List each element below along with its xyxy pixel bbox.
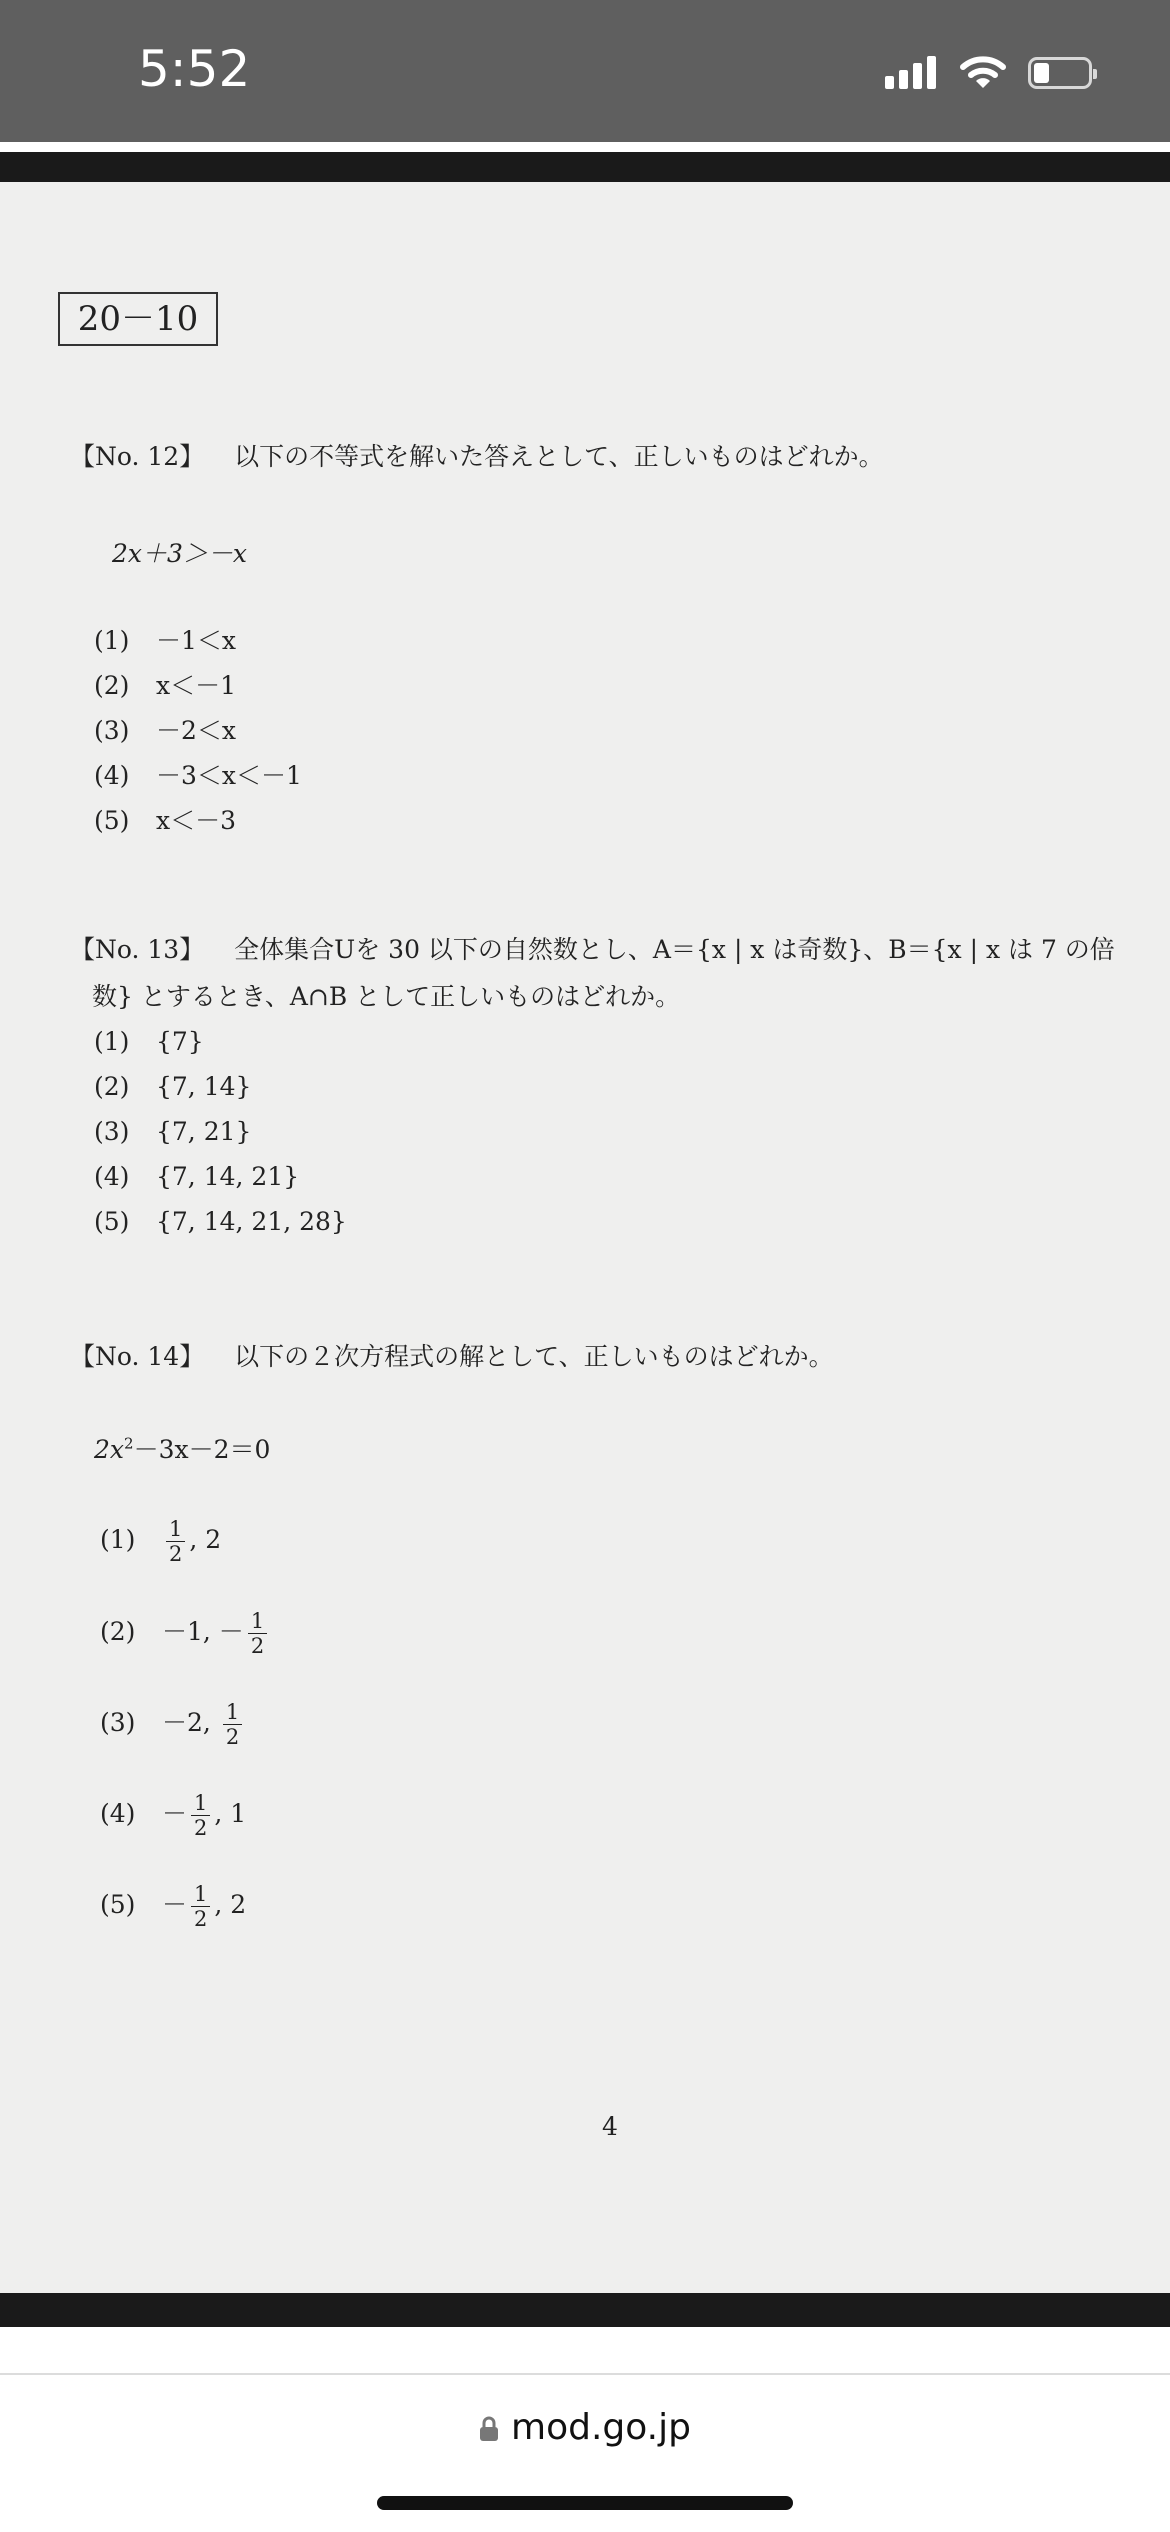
- question-number: 【No. 12】: [70, 442, 205, 471]
- option-row: (3) {7, 21}: [94, 1117, 252, 1146]
- question-number: 【No. 14】: [70, 1342, 205, 1371]
- battery-icon: [1028, 57, 1092, 89]
- section-label: 20－10: [58, 292, 218, 346]
- viewer-top-band: [0, 152, 1170, 182]
- question-prompt: 以下の不等式を解いた答えとして、正しいものはどれか。: [234, 442, 884, 471]
- fraction: $\frac{1}{2}$: [248, 1609, 267, 1658]
- home-indicator[interactable]: [377, 2496, 793, 2510]
- option-row: (5) x＜－3: [94, 806, 237, 835]
- option-row: (2) x＜－1: [94, 671, 237, 700]
- page-number: 4: [602, 2112, 618, 2141]
- quadratic-equation: $2x^2-3x-2=0$: [94, 1434, 271, 1464]
- question-prompt-line1: 全体集合Uを 30 以下の自然数とし、A＝{x | x は奇数}、B＝{x | x は 7 の倍: [234, 935, 1115, 964]
- option-row: (4) － $\frac{1}{2}$ , 1: [100, 1791, 247, 1840]
- option-row: (4) －3＜x＜－1: [94, 761, 302, 790]
- fraction: $\frac{1}{2}$: [191, 1882, 210, 1931]
- fraction: $\frac{1}{2}$: [166, 1517, 185, 1566]
- option-row: (5) － $\frac{1}{2}$ , 2: [100, 1882, 247, 1931]
- status-time: 5:52: [138, 40, 251, 98]
- option-row: (3) －2, $\frac{1}{2}$: [100, 1700, 246, 1749]
- url-text[interactable]: mod.go.jp: [511, 2407, 691, 2448]
- question-12-header: [70, 437, 884, 473]
- document-page: [0, 182, 1170, 2293]
- option-row: (2) －1, － $\frac{1}{2}$: [100, 1609, 271, 1658]
- option-row: (1) －1＜x: [94, 626, 237, 655]
- fraction: $\frac{1}{2}$: [223, 1700, 242, 1749]
- question-14-header: [70, 1337, 834, 1373]
- fraction: $\frac{1}{2}$: [191, 1791, 210, 1840]
- wifi-icon: [960, 55, 1006, 89]
- status-icons: [885, 55, 1092, 89]
- option-row: (5) {7, 14, 21, 28}: [94, 1207, 347, 1236]
- inequality-expression: 2x＋3＞－x: [112, 539, 248, 568]
- cellular-signal-icon: [885, 56, 936, 89]
- option-row: (2) {7, 14}: [94, 1072, 252, 1101]
- question-prompt-line2: 数} とするとき、A∩B として正しいものはどれか。: [92, 982, 681, 1011]
- question-13-header: [70, 930, 1115, 966]
- footer-divider: [0, 2373, 1170, 2375]
- option-row: (1) $\frac{1}{2}$ , 2: [100, 1517, 222, 1566]
- option-row: (1) {7}: [94, 1027, 204, 1056]
- question-number: 【No. 13】: [70, 935, 205, 964]
- viewer-gap: [0, 142, 1170, 152]
- lock-icon: [479, 2416, 499, 2442]
- viewer-bottom-band: [0, 2293, 1170, 2327]
- address-bar[interactable]: [0, 2407, 1170, 2448]
- option-row: (4) {7, 14, 21}: [94, 1162, 300, 1191]
- option-row: (3) －2＜x: [94, 716, 237, 745]
- status-bar: [0, 0, 1170, 142]
- question-prompt: 以下の２次方程式の解として、正しいものはどれか。: [234, 1342, 834, 1371]
